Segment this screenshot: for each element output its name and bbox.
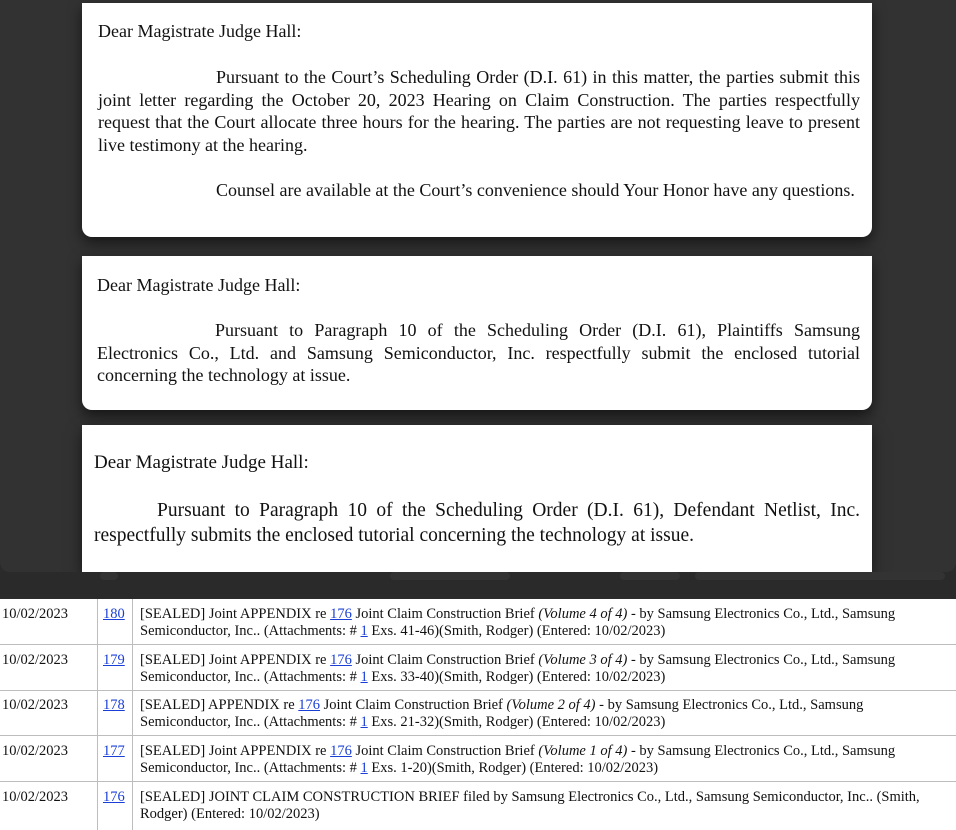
toolbar-ghost-icon — [100, 572, 118, 580]
entry-text: Joint Claim Construction Brief — [351, 652, 539, 668]
attachment-link[interactable]: 1 — [360, 623, 368, 639]
volume-label: (Volume 4 of 4) — [538, 606, 628, 622]
attachment-link[interactable]: 1 — [360, 714, 368, 730]
table-row — [0, 599, 956, 645]
entry-description — [140, 652, 952, 686]
entry-number-link[interactable]: 177 — [103, 743, 125, 759]
toolbar-strip — [0, 572, 956, 598]
attachment-link[interactable]: 1 — [360, 669, 368, 685]
letter-page-3 — [82, 425, 872, 572]
entry-text: Exs. 21-32)(Smith, Rodger) (Entered: 10/02/2023) — [367, 714, 666, 730]
entry-text: [SEALED] Joint APPENDIX re — [140, 652, 331, 668]
letter-page-2 — [82, 256, 872, 410]
letter-paragraph: Pursuant to the Court’s Scheduling Order (D.I. 61) in this matter, the parties submit this joint letter regarding the October 20, 2023 Hearing on Claim Construction. The parties respectfully request that the Court allocate three hours for the hearing. The parties are not requesting leave to present live testimony at the hearing. — [98, 67, 860, 155]
ref-link[interactable]: 176 — [330, 743, 352, 759]
letter-paragraph: Counsel are available at the Court’s convenience should Your Honor have any questions. — [216, 180, 855, 200]
entry-text: Exs. 1-20)(Smith, Rodger) (Entered: 10/02/2023) — [367, 760, 659, 776]
toolbar-ghost-icons — [620, 572, 680, 580]
entry-text: Joint Claim Construction Brief — [351, 743, 539, 759]
entry-date: 10/02/2023 — [2, 743, 69, 759]
ref-link[interactable]: 176 — [330, 652, 352, 668]
entry-description — [140, 789, 952, 823]
volume-label: (Volume 1 of 4) — [538, 743, 628, 759]
entry-text: Joint Claim Construction Brief — [351, 606, 539, 622]
entry-number-link[interactable]: 180 — [103, 606, 125, 622]
entry-text: Exs. 41-46)(Smith, Rodger) (Entered: 10/02/2023) — [367, 623, 666, 639]
table-row — [0, 645, 956, 691]
salutation: Dear Magistrate Judge Hall: — [98, 21, 302, 41]
entry-text: - by Samsung Electronics Co., Ltd., Samsung Semiconductor, Inc.. (Attachments: # — [140, 606, 896, 639]
entry-text: [SEALED] APPENDIX re — [140, 697, 299, 713]
ref-link[interactable]: 176 — [330, 606, 352, 622]
entry-text: [SEALED] Joint APPENDIX re — [140, 606, 331, 622]
table-row — [0, 782, 956, 827]
entry-text: [SEALED] JOINT CLAIM CONSTRUCTION BRIEF filed by Samsung Electronics Co., Ltd., Samsung Semiconductor, Inc.. (Smith, Rodger) (Entered: 10/02/2023) — [140, 789, 920, 822]
volume-label: (Volume 2 of 4) — [506, 697, 596, 713]
entry-text: - by Samsung Electronics Co., Ltd., Samsung Semiconductor, Inc.. (Attachments: # — [140, 743, 896, 776]
table-row — [0, 736, 956, 782]
entry-date: 10/02/2023 — [2, 789, 69, 805]
attachment-link[interactable]: 1 — [360, 760, 368, 776]
entry-number-link[interactable]: 176 — [103, 789, 125, 805]
entry-text: - by Samsung Electronics Co., Ltd., Samsung Semiconductor, Inc.. (Attachments: # — [140, 697, 864, 730]
toolbar-ghost-icons — [390, 572, 510, 580]
entry-date: 10/02/2023 — [2, 606, 69, 622]
salutation: Dear Magistrate Judge Hall: — [97, 275, 301, 295]
entry-text: Joint Claim Construction Brief — [320, 697, 507, 713]
entry-number-link[interactable]: 178 — [103, 697, 125, 713]
entry-description — [140, 697, 952, 731]
letter-page-1 — [82, 3, 872, 237]
entry-number-link[interactable]: 179 — [103, 652, 125, 668]
entry-date: 10/02/2023 — [2, 697, 69, 713]
volume-label: (Volume 3 of 4) — [538, 652, 628, 668]
entry-text: - by Samsung Electronics Co., Ltd., Samsung Semiconductor, Inc.. (Attachments: # — [140, 652, 896, 685]
table-row — [0, 690, 956, 736]
entry-text: Exs. 33-40)(Smith, Rodger) (Entered: 10/02/2023) — [367, 669, 666, 685]
letter-paragraph: Pursuant to Paragraph 10 of the Scheduling Order (D.I. 61), Plaintiffs Samsung Electronics Co., Ltd. and Samsung Semiconductor, Inc. respectfully submit the enclosed tutorial concerning the technology at issue. — [97, 320, 860, 386]
letter-paragraph: Pursuant to Paragraph 10 of the Scheduling Order (D.I. 61), Defendant Netlist, Inc. respectfully submits the enclosed tutorial concerning the technology at issue. — [94, 500, 860, 546]
salutation: Dear Magistrate Judge Hall: — [94, 452, 309, 473]
entry-description — [140, 606, 952, 640]
entry-date: 10/02/2023 — [2, 652, 69, 668]
entry-description — [140, 743, 952, 777]
toolbar-ghost-field — [695, 572, 945, 580]
docket-table — [0, 599, 956, 830]
ref-link[interactable]: 176 — [298, 697, 321, 713]
entry-text: [SEALED] Joint APPENDIX re — [140, 743, 331, 759]
